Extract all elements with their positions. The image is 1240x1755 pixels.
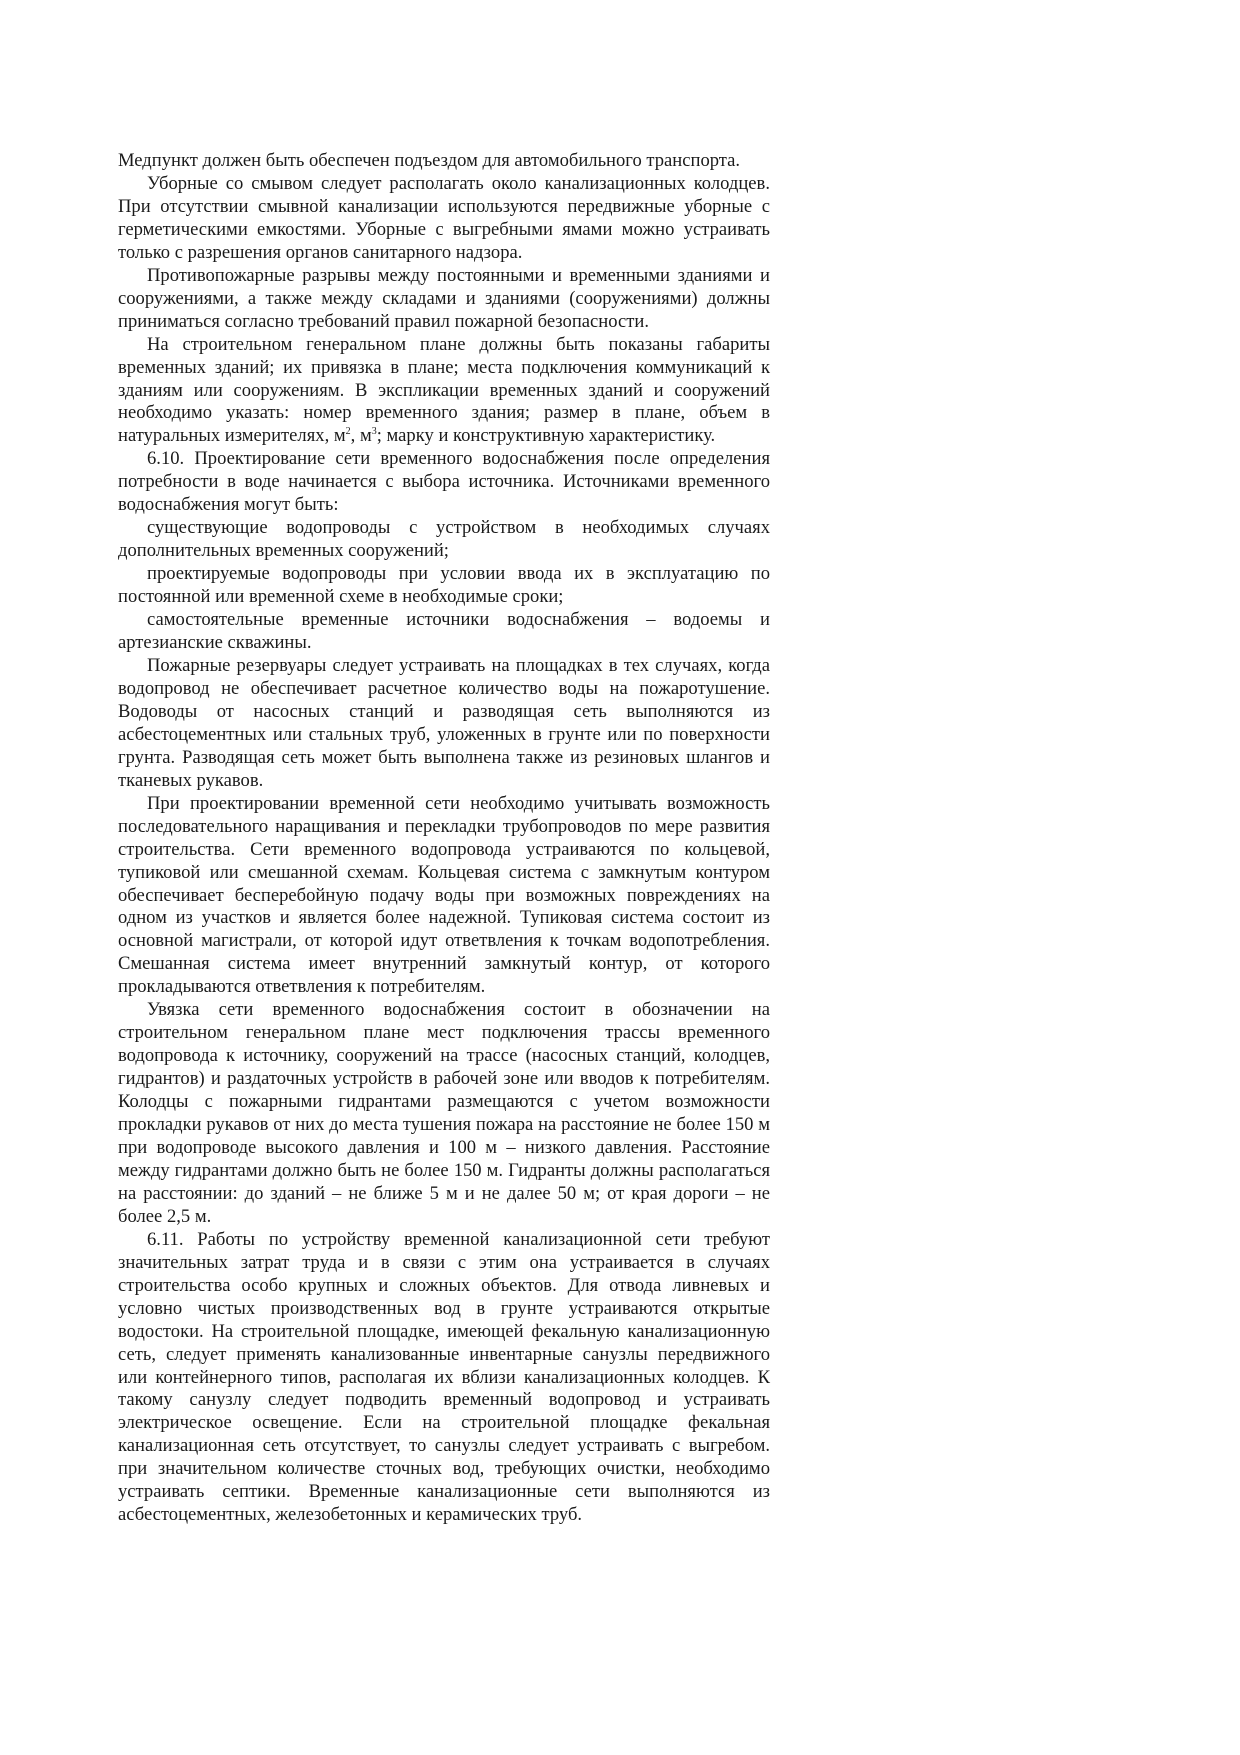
text-run: ; марку и конструктивную характеристику. xyxy=(376,425,716,447)
text-run: , м xyxy=(350,425,372,447)
paragraph-list-item: самостоятельные временные источники водоснабжения – водоемы и артезианские скважины. xyxy=(118,609,770,654)
paragraph-medpunkt: Медпункт должен быть обеспечен подъездом для автомобильного транспорта. xyxy=(118,150,741,171)
paragraph-section-6-10: 6.10. Проектирование сети временного водоснабжения после определения потребности в воде начинается с выбора источника. Источниками временного водоснабжения могут быть: xyxy=(118,448,770,516)
paragraph-ubornye: Уборные со смывом следует располагать около канализационных колодцев. При отсутствии смывной канализации используются передвижные уборные с герметическими емкостями. Уборные с выгребными ямами можно устраивать только с разрешения органов санитарного надзора. xyxy=(118,172,770,263)
superscript: 3 xyxy=(371,426,377,438)
text-run: На строительном генеральном плане должны быть показаны габариты временных зданий; их привязка в плане; места подключения коммуникаций к зданиям или сооружениям. В экспликации временных зданий и сооружений необходимо указать: номер временного здания; размер в плане, объем в натуральных измерителях, м xyxy=(118,333,770,447)
document-page xyxy=(118,150,770,1527)
paragraph-section-6-11: 6.11. Работы по устройству временной канализационной сети требуют значительных затрат труда и в связи с этим она устраивается в случаях строительства особо крупных и сложных объектов. Для отвода ливневых и условно чистых производственных вод в грунте устраиваются открытые водостоки. На строительной площадке, имеющей фекальную канализационную сеть, следует применять канализованные инвентарные санузлы передвижного или контейнерного типов, располагая их вблизи канализационных колодцев. К такому санузлу следует подводить временный водопровод и устраивать электрическое освещение. Если на строительной площадке фекальная канализационная сеть отсутствует, то санузлы следует устраивать с выгребом. при значительном количестве сточных вод, требующих очистки, необходимо устраивать септики. Временные канализационные сети выполняются из асбестоцементных, железобетонных и керамических труб. xyxy=(118,1228,770,1526)
paragraph-list-item: существующие водопроводы с устройством в необходимых случаях дополнительных временных сооружений; xyxy=(118,517,770,562)
paragraph-protivopozharnye: Противопожарные разрывы между постоянными и временными зданиями и сооружениями, а также между складами и зданиями (сооружениями) должны приниматься согласно требований правил пожарной безопасности. xyxy=(118,264,770,332)
paragraph-proektirovanie-seti: При проектировании временной сети необходимо учитывать возможность последовательного наращивания и перекладки трубопроводов по мере развития строительства. Сети временного водопровода устраиваются по кольцевой, тупиковой или смешанной схемам. Кольцевая система с замкнутым контуром обеспечивает бесперебойную подачу воды при возможных повреждениях на одном из участков и является более надежной. Тупиковая система состоит из основной магистрали, от которой идут ответвления к точкам водопотребления. Смешанная система имеет внутренний замкнутый контур, от которого прокладываются ответвления к потребителям. xyxy=(118,792,770,998)
paragraph-pozharnye-rezervuary: Пожарные резервуары следует устраивать на площадках в тех случаях, когда водопровод не обеспечивает расчетное количество воды на пожаротушение. Водоводы от насосных станций и разводящая сеть выполняются из асбестоцементных или стальных труб, уложенных в грунте или по поверхности грунта. Разводящая сеть может быть выполнена также из резиновых шлангов и тканевых рукавов. xyxy=(118,654,770,791)
paragraph-stroygenplan xyxy=(118,334,770,449)
paragraph-uvyazka-seti: Увязка сети временного водоснабжения состоит в обозначении на строительном генеральном плане мест подключения трассы временного водопровода к источнику, сооружений на трассе (насосных станций, колодцев, гидрантов) и раздаточных устройств в рабочей зоне или вводов к потребителям. Колодцы с пожарными гидрантами размещаются с учетом возможности прокладки рукавов от них до места тушения пожара на расстояние не более 150 м при водопроводе высокого давления и 100 м – низкого давления. Расстояние между гидрантами должно быть не более 150 м. Гидранты должны располагаться на расстоянии: до зданий – не ближе 5 м и не далее 50 м; от края дороги – не более 2,5 м. xyxy=(118,999,770,1227)
paragraph-list-item: проектируемые водопроводы при условии ввода их в эксплуатацию по постоянной или временной схеме в необходимые сроки; xyxy=(118,563,770,608)
superscript: 2 xyxy=(345,426,351,438)
